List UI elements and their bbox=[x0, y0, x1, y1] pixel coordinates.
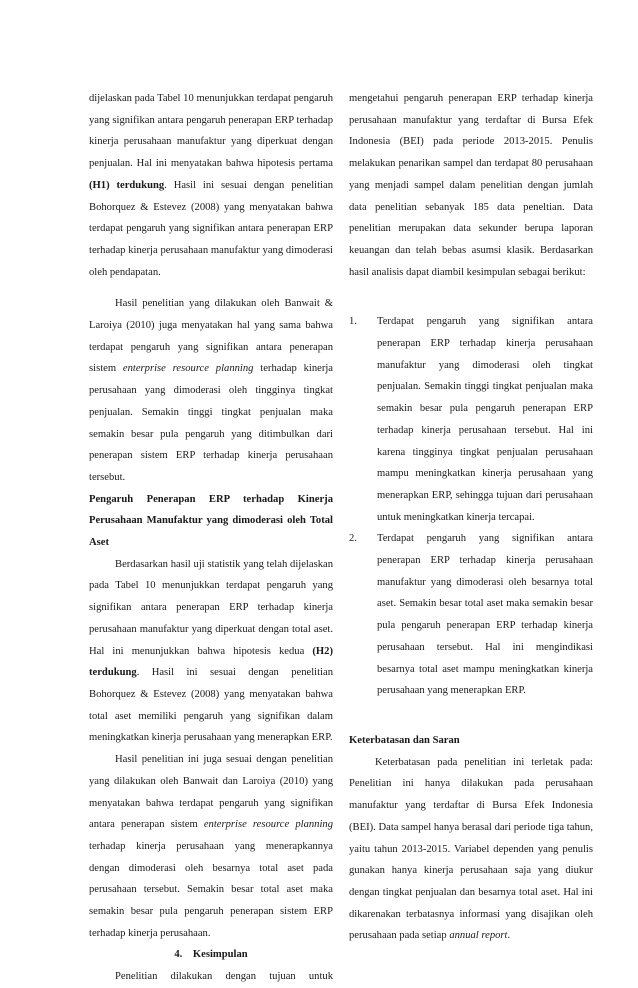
paragraph-h2-result: Berdasarkan hasil uji statistik yang telah dijelaskan pada Tabel 10 menunjukkan terdapat pengaruh yang signifikan antara penerapan ERP terhadap kinerja perusahaan manufaktur yang diperkuat dengan total aset. Hal ini menunjukkan bahwa hipotesis kedua (H2) terdukung. Hasil ini sesuai dengan penelitian Bohorquez & Estevez (2008) yang menyatakan bahwa total aset memiliki pengaruh yang signifikan dalam meningkatkan kinerja perusahaan yang menerapkan ERP. bbox=[89, 558, 333, 744]
h1-supported: (H1) terdukung bbox=[89, 179, 165, 191]
section-title-conclusion: 4. Kesimpulan bbox=[174, 949, 248, 961]
subheading-limitations: Keterbatasan dan Saran bbox=[349, 734, 460, 746]
right-column bbox=[349, 88, 593, 947]
list-item: 1. Terdapat pengaruh yang signifikan antara penerapan ERP terhadap kinerja perusahaan manufaktur yang dimoderasi oleh tingkat penjualan. Semakin tinggi tingkat penjualan maka semakin besar pula pengaruh penerapan ERP terhadap kinerja perusahaan tersebut. Hal ini karena tingginya tingkat penjualan perusahaan mampu meningkatkan kinerja perusahaan yang menerapkan ERP, sehingga tujuan dari perusahaan untuk meningkatkan kinerja tercapai. bbox=[349, 316, 593, 523]
left-column bbox=[89, 88, 333, 988]
paragraph-banwait-asset: Hasil penelitian ini juga sesuai dengan penelitian yang dilakukan oleh Banwait dan Laroiya (2010) yang menyatakan bahwa terdapat pengaruh yang signifikan antara penerapan sistem enterprise resource planning terhadap kinerja perusahaan yang menerapkannya dengan dimoderasi oleh besarnya total aset pada perusahaan tersebut. Semakin besar total aset maka semakin besar pula pengaruh penerapan sistem ERP terhadap kinerja perusahaan. bbox=[89, 754, 333, 939]
paragraph-limitations: Keterbatasan pada penelitian ini terletak pada: Penelitian ini hanya dilakukan pada perusahaan manufaktur yang terdaftar di Bursa Efek Indonesia (BEI). Data sampel hanya berasal dari periode tiga tahun, yaitu tahun 2013-2015. Variabel dependen yang penulis gunakan hanya kinerja perusahaan saja yang diukur dengan tingkat penjualan dan besarnya total aset. Hal ini dikarenakan terbatasnya informasi yang disajikan oleh perusahaan pada setiap annual report. bbox=[349, 756, 593, 942]
paragraph-conclusion-start: Penelitian dilakukan dengan tujuan untuk bbox=[115, 971, 333, 983]
h2-supported: (H2) terdukung bbox=[89, 645, 333, 679]
conclusion-list bbox=[349, 311, 593, 702]
paragraph-banwait-sales: Hasil penelitian yang dilakukan oleh Banwait & Laroiya (2010) juga menyatakan hal yang sama bahwa terdapat pengaruh yang signifikan antara penerapan sistem enterprise resource planning terhadap kinerja perusahaan yang dimoderasi oleh tingginya tingkat penjualan. Semakin tinggi tingkat penjualan maka semakin besar pula pengaruh yang ditimbulkan dari penerapan sistem ERP terhadap kinerja perusahaan tersebut. bbox=[89, 298, 333, 483]
list-item: 2. Terdapat pengaruh yang signifikan antara penerapan ERP terhadap kinerja perusahaan manufaktur yang dimoderasi oleh besarnya total aset. Semakin besar total aset maka semakin besar pula pengaruh penerapan ERP terhadap kinerja perusahaan tersebut. Hal ini mengindikasi besarnya total aset mampu meningkatkan kinerja perusahaan yang menerapkan ERP. bbox=[349, 533, 593, 697]
paragraph-conclusion-cont: mengetahui pengaruh penerapan ERP terhadap kinerja perusahaan manufaktur yang terdaftar di Bursa Efek Indonesia (BEI) pada periode 2013-2015. Penulis melakukan penarikan sampel dan terdapat 80 perusahaan yang menjadi sampel dalam penelitian dengan jumlah data penelitian sebanyak 185 data peneltian. Data penelitian merupakan data sekunder berupa laporan keuangan dan telah bebas asumsi klasik. Berdasarkan hasil analisis dapat diambil kesimpulan sebagai berikut: bbox=[349, 93, 593, 278]
subheading-total-asset: Pengaruh Penerapan ERP terhadap Kinerja Perusahaan Manufaktur yang dimoderasi oleh Total Aset bbox=[89, 493, 333, 549]
paragraph-h1-result: dijelaskan pada Tabel 10 menunjukkan terdapat pengaruh yang signifikan antara pengaruh penerapan ERP terhadap kinerja perusahaan manufaktur yang diperkuat dengan penjualan. Hal ini menyatakan bahwa hipotesis pertama (H1) terdukung. Hasil ini sesuai dengan penelitian Bohorquez & Estevez (2008) yang menyatakan bahwa terdapat pengaruh yang signifikan antara penerapan ERP terhadap kinerja perusahaan manufaktur yang dimoderasi oleh pendapatan. bbox=[89, 93, 334, 278]
